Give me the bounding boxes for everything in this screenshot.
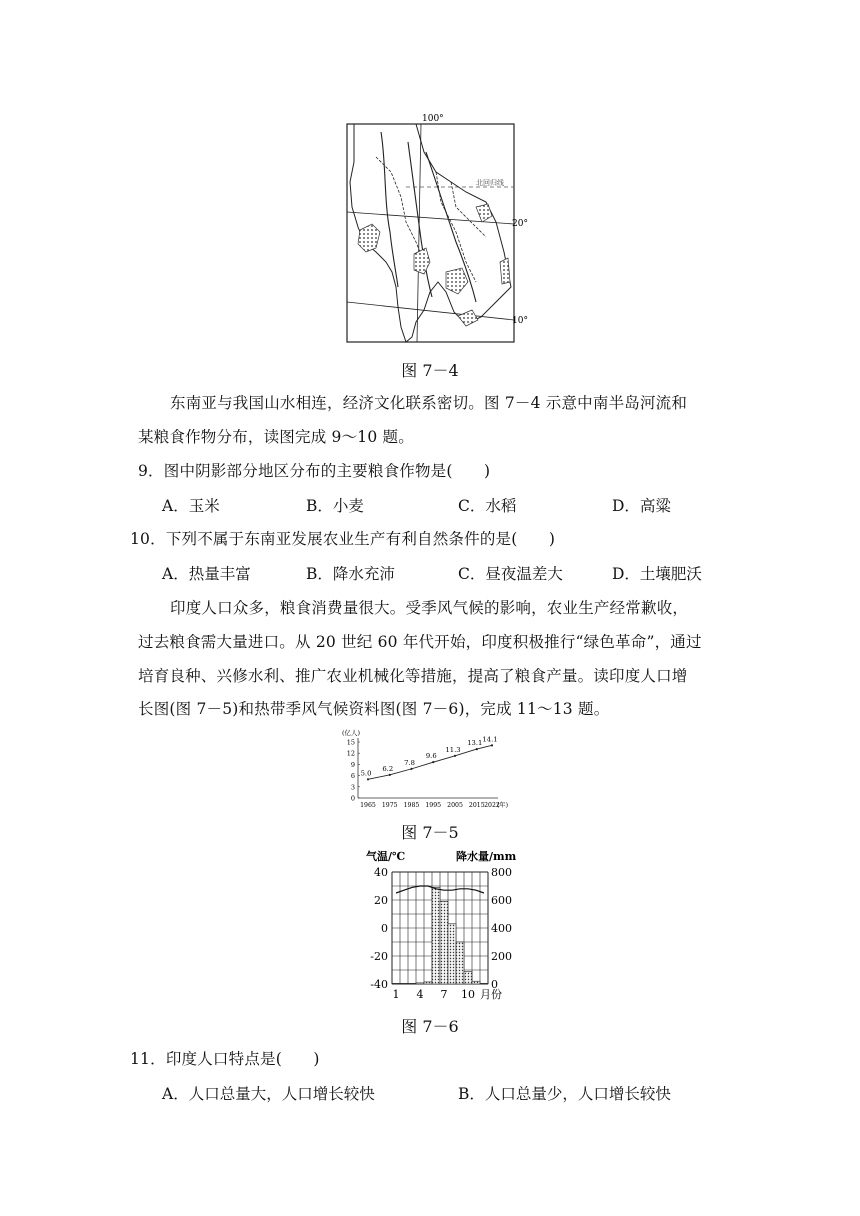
left-tick-label: -20 (370, 950, 388, 963)
population-data-label: 6.2 (382, 764, 394, 773)
x-tick-label: 2015 (468, 802, 485, 809)
x-tick-label: 1995 (425, 802, 442, 809)
x-tick-label: 2005 (447, 802, 463, 809)
left-axis-title: 气温/℃ (366, 850, 406, 863)
right-tick-label: 400 (491, 922, 512, 935)
figure-7-6-caption: 图 7－6 (401, 1017, 459, 1036)
precipitation-bar (400, 983, 408, 984)
figure-7-5-chart (340, 728, 520, 812)
x-tick-label: 1975 (381, 802, 398, 809)
right-tick-label: 600 (491, 894, 512, 907)
left-tick-label: 40 (374, 866, 388, 879)
population-point (454, 755, 456, 757)
x-tick-label: 2022 (484, 802, 500, 809)
question-11-stem: 11．印度人口特点是( ) (130, 1050, 320, 1068)
left-tick-label: -40 (370, 978, 388, 991)
precipitation-bar (392, 983, 400, 984)
precipitation-bar (424, 982, 432, 984)
population-point (410, 768, 412, 770)
q10-option-d[interactable]: D．土壤肥沃 (612, 565, 702, 583)
population-point (476, 748, 478, 750)
intro1-line2: 某粮食作物分布，读图完成 9～10 题。 (138, 428, 414, 446)
precipitation-bar (456, 942, 464, 984)
right-tick-label: 0 (491, 978, 498, 991)
intro2-line4: 长图(图 7－5)和热带季风气候资料图(图 7－6)，完成 11～13 题。 (138, 700, 610, 718)
precipitation-bar (440, 901, 448, 984)
question-9-stem: 9．图中阴影部分地区分布的主要粮食作物是( ) (138, 462, 491, 480)
x-axis-title: 月份 (480, 988, 502, 1001)
precipitation-bar (472, 981, 480, 984)
intro2-line3: 培育良种、兴修水利、推广农业机械化等措施，提高了粮食产量。读印度人口增 (138, 667, 688, 685)
q9-option-a[interactable]: A．玉米 (162, 497, 220, 515)
precipitation-bar (432, 887, 440, 984)
x-axis-unit: (年) (497, 802, 509, 809)
q10-option-a[interactable]: A．热量丰富 (162, 565, 251, 583)
left-tick-label: 20 (374, 894, 388, 907)
q9-option-b[interactable]: B．小麦 (306, 497, 364, 515)
population-data-label: 13.1 (467, 739, 483, 748)
population-point (491, 744, 493, 746)
label-tropic: 北回归线 (476, 179, 504, 187)
x-tick-label: 1965 (360, 802, 376, 809)
x-tick-label: 7 (440, 988, 448, 1001)
figure-7-4-map (346, 112, 526, 344)
population-line (368, 745, 492, 779)
q11-option-b[interactable]: B．人口总量少，人口增长较快 (458, 1085, 671, 1103)
intro2-line2: 过去粮食需大量进口。从 20 世纪 60 年代开始，印度积极推行“绿色革命”，通过 (138, 633, 702, 651)
precipitation-bar (448, 924, 456, 984)
label-10: 10° (512, 316, 528, 326)
x-tick-label: 10 (461, 988, 475, 1001)
y-tick-label: 9 (350, 760, 355, 769)
y-tick-label: 12 (346, 749, 355, 758)
population-data-label: 14.1 (482, 735, 498, 744)
question-10-stem: 10．下列不属于东南亚发展农业生产有利自然条件的是( ) (130, 530, 556, 548)
precipitation-bar (408, 983, 416, 984)
label-100: 100° (422, 114, 444, 124)
population-data-label: 7.8 (404, 758, 415, 767)
q9-option-d[interactable]: D．高粱 (612, 497, 671, 515)
q10-option-c[interactable]: C．昼夜温差大 (458, 565, 563, 583)
q11-option-a[interactable]: A．人口总量大，人口增长较快 (162, 1085, 375, 1103)
label-20: 20° (512, 219, 528, 229)
population-data-label: 5.0 (360, 769, 372, 778)
figure-7-6-chart (350, 846, 530, 1004)
population-point (389, 774, 391, 776)
intro-paragraph-1b (138, 421, 778, 453)
intro-paragraph-1 (170, 387, 770, 419)
population-point (367, 778, 369, 780)
precipitation-bar (464, 971, 472, 984)
y-axis-label: (亿人) (342, 729, 361, 737)
population-data-label: 11.3 (445, 745, 461, 754)
y-tick-label: 3 (350, 783, 355, 792)
y-tick-label: 0 (350, 794, 355, 803)
right-tick-label: 800 (491, 866, 512, 879)
population-point (432, 761, 434, 763)
figure-7-5-caption: 图 7－5 (401, 823, 459, 842)
y-tick-label: 6 (350, 772, 355, 781)
right-axis-title: 降水量/mm (456, 850, 517, 863)
x-tick-label: 4 (416, 988, 424, 1001)
figure-7-4-caption: 图 7－4 (401, 361, 459, 380)
precipitation-bar (480, 983, 488, 984)
precipitation-bar (416, 983, 424, 984)
left-tick-label: 0 (381, 922, 388, 935)
intro2-line1: 印度人口众多，粮食消费量很大。受季风气候的影响，农业生产经常歉收， (170, 599, 689, 617)
x-tick-label: 1 (392, 988, 400, 1001)
y-tick-label: 15 (346, 738, 355, 747)
q9-option-c[interactable]: C．水稻 (458, 497, 517, 515)
population-data-label: 9.6 (425, 752, 437, 761)
q10-option-b[interactable]: B．降水充沛 (306, 565, 395, 583)
x-tick-label: 1985 (403, 802, 420, 809)
right-tick-label: 200 (491, 950, 512, 963)
intro1-line1: 东南亚与我国山水相连，经济文化联系密切。图 7－4 示意中南半岛河流和 (170, 394, 688, 412)
rice-area-6 (500, 258, 510, 284)
